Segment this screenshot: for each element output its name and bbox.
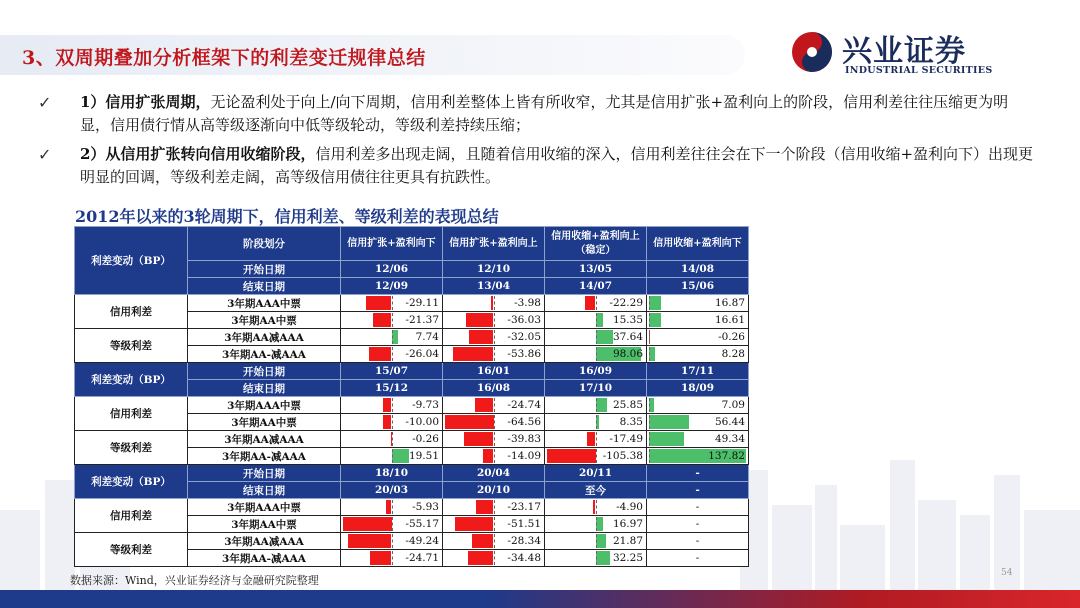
group-grade-spread: 等级利差: [75, 431, 188, 465]
value-cell: [647, 329, 749, 346]
zero-axis: [494, 500, 495, 514]
zero-axis: [494, 313, 495, 327]
value-cell: [545, 431, 647, 448]
positive-bar: [596, 517, 604, 531]
corner-header: 利差变动（BP）: [75, 227, 188, 295]
value-text: -4.90: [616, 501, 643, 513]
data-source-note: 数据来源：Wind，兴业证券经济与金融研究院整理: [70, 574, 319, 587]
value-text: -10.00: [405, 416, 439, 428]
value-cell: [545, 499, 647, 516]
value-text: -17.49: [609, 433, 643, 445]
end-date: 15/12: [341, 380, 443, 397]
value-cell: [545, 397, 647, 414]
end-date: 14/07: [545, 278, 647, 295]
value-cell: [545, 329, 647, 346]
row-label: 3年期AA-减AAA: [188, 346, 341, 363]
zero-axis: [494, 432, 495, 446]
negative-bar: [547, 449, 596, 463]
positive-bar: [596, 330, 613, 344]
value-cell: [341, 516, 443, 533]
end-date: 20/03: [341, 482, 443, 499]
zero-axis: [392, 296, 393, 310]
value-text: 32.25: [612, 552, 643, 564]
positive-bar: [392, 330, 399, 344]
zero-axis: [596, 313, 597, 327]
group-credit-spread: 信用利差: [75, 295, 188, 329]
value-cell: [443, 329, 545, 346]
end-date-label: 结束日期: [188, 482, 341, 499]
end-date-label: 结束日期: [188, 380, 341, 397]
zero-axis: [596, 347, 597, 361]
value-text: -14.09: [507, 450, 541, 462]
zero-axis: [649, 313, 650, 327]
row-label: 3年期AA减AAA: [188, 533, 341, 550]
value-text: 56.44: [714, 416, 745, 428]
value-text: -32.05: [507, 331, 541, 343]
value-text: 16.61: [714, 314, 745, 326]
table-grid: [74, 226, 749, 567]
value-cell: [647, 533, 749, 550]
value-cell: [341, 533, 443, 550]
negative-bar: [453, 347, 493, 361]
value-text: 98.06: [612, 348, 643, 360]
start-date-label: 开始日期: [188, 465, 341, 482]
zero-axis: [596, 517, 597, 531]
positive-bar: [596, 313, 603, 327]
zero-axis: [494, 296, 495, 310]
row-label: 3年期AA-减AAA: [188, 550, 341, 567]
zero-axis: [596, 534, 597, 548]
group-grade-spread: 等级利差: [75, 329, 188, 363]
zero-axis: [494, 551, 495, 565]
start-date: 20/04: [443, 465, 545, 482]
value-text: -28.34: [507, 535, 541, 547]
zero-axis: [596, 500, 597, 514]
value-cell: [545, 533, 647, 550]
zero-axis: [494, 398, 495, 412]
zero-axis: [392, 534, 393, 548]
value-text: -: [695, 535, 700, 547]
group-credit-spread: 信用利差: [75, 499, 188, 533]
positive-bar: [649, 313, 661, 327]
value-cell: [443, 448, 545, 465]
spread-summary-table: [74, 226, 748, 567]
value-cell: [443, 533, 545, 550]
negative-bar: [373, 313, 392, 327]
row-label: 3年期AAA中票: [188, 295, 341, 312]
value-text: -55.17: [405, 518, 439, 530]
end-date: -: [647, 482, 749, 499]
stage-header: 信用扩张+盈利向下: [341, 227, 443, 261]
value-cell: [341, 550, 443, 567]
zero-axis: [494, 330, 495, 344]
bullet-text: 无论盈利处于向上/向下周期，信用利差整体上皆有所收窄，尤其是信用扩张+盈利向上的阶段，信用利差往往压缩更为明显，信用债行情从高等级逐渐向中低等级轮动，等级利差持续压缩；: [80, 93, 1009, 134]
value-cell: [341, 329, 443, 346]
end-date-label: 结束日期: [188, 278, 341, 295]
negative-bar: [370, 551, 392, 565]
start-date: 12/10: [443, 261, 545, 278]
zero-axis: [596, 330, 597, 344]
value-text: -51.51: [507, 518, 541, 530]
zero-axis: [494, 534, 495, 548]
value-cell: [647, 550, 749, 567]
bullet-1: [38, 91, 1038, 137]
value-text: 15.35: [612, 314, 643, 326]
zero-axis: [649, 347, 650, 361]
value-cell: [341, 312, 443, 329]
value-cell: [647, 414, 749, 431]
start-date-label: 开始日期: [188, 363, 341, 380]
row-label: 3年期AAA中票: [188, 397, 341, 414]
value-text: 137.82: [708, 450, 745, 462]
zero-axis: [596, 551, 597, 565]
stage-header: 信用扩张+盈利向上: [443, 227, 545, 261]
value-text: 37.64: [612, 331, 643, 343]
value-text: -: [695, 552, 700, 564]
value-text: -0.26: [718, 331, 745, 343]
value-text: 16.97: [612, 518, 643, 530]
value-text: -22.29: [609, 297, 643, 309]
zero-axis: [392, 551, 393, 565]
value-cell: [443, 550, 545, 567]
value-text: 8.35: [619, 416, 643, 428]
row-label: 3年期AAA中票: [188, 499, 341, 516]
value-cell: [545, 550, 647, 567]
value-cell: [545, 414, 647, 431]
row-label: 3年期AA中票: [188, 414, 341, 431]
bullet-heading: 2）从信用扩张转向信用收缩阶段，: [80, 145, 316, 163]
negative-bar: [468, 551, 494, 565]
value-text: -39.83: [507, 433, 541, 445]
value-cell: [443, 295, 545, 312]
bullet-2: [38, 143, 1038, 189]
value-cell: [341, 414, 443, 431]
negative-bar: [464, 432, 494, 446]
negative-bar: [476, 500, 493, 514]
zero-axis: [494, 347, 495, 361]
positive-bar: [596, 398, 608, 412]
negative-bar: [383, 415, 392, 429]
company-logo-icon: [792, 32, 832, 72]
zero-axis: [392, 347, 393, 361]
zero-axis: [596, 449, 597, 463]
zero-axis: [649, 415, 650, 429]
zero-axis: [494, 415, 495, 429]
value-text: -5.93: [412, 501, 439, 513]
zero-axis: [649, 398, 650, 412]
corner-header: 利差变动（BP）: [75, 465, 188, 499]
row-label: 3年期AA减AAA: [188, 329, 341, 346]
checkmark-icon: ✓: [38, 145, 52, 164]
value-text: -26.04: [405, 348, 439, 360]
start-date: 15/07: [341, 363, 443, 380]
value-cell: [443, 312, 545, 329]
zero-axis: [392, 398, 393, 412]
value-cell: [545, 346, 647, 363]
value-cell: [443, 516, 545, 533]
positive-bar: [392, 449, 409, 463]
value-text: 7.74: [415, 331, 439, 343]
zero-axis: [392, 500, 393, 514]
zero-axis: [649, 432, 650, 446]
value-text: -9.73: [412, 399, 439, 411]
value-text: -: [695, 501, 700, 513]
value-text: 21.87: [612, 535, 643, 547]
value-text: -34.48: [507, 552, 541, 564]
start-date: 12/06: [341, 261, 443, 278]
value-text: 25.85: [612, 399, 643, 411]
logo-english-name: INDUSTRIAL SECURITIES: [845, 65, 993, 76]
start-date: 17/11: [647, 363, 749, 380]
negative-bar: [445, 415, 494, 429]
value-cell: [647, 295, 749, 312]
value-cell: [545, 448, 647, 465]
zero-axis: [596, 398, 597, 412]
value-cell: [647, 346, 749, 363]
end-date: 13/04: [443, 278, 545, 295]
table-title: 2012年以来的3轮周期下，信用利差、等级利差的表现总结: [75, 207, 499, 226]
positive-bar: [596, 534, 606, 548]
value-cell: [443, 431, 545, 448]
zero-axis: [494, 517, 495, 531]
end-date: 18/09: [647, 380, 749, 397]
negative-bar: [369, 347, 392, 361]
value-cell: [647, 499, 749, 516]
value-text: 19.51: [408, 450, 439, 462]
bullet-text: 信用利差多出现走阔，且随着信用收缩的深入，信用利差往往会在下一个阶段（信用收缩+盈利向下）出现更明显的回调，等级利差走阔，高等级信用债往往更具有抗跌性。: [80, 145, 1034, 186]
value-cell: [443, 499, 545, 516]
negative-bar: [472, 534, 493, 548]
value-cell: [341, 499, 443, 516]
footer-bar: [0, 590, 1080, 608]
negative-bar: [348, 534, 391, 548]
zero-axis: [392, 313, 393, 327]
start-date: 16/01: [443, 363, 545, 380]
page-number: 54: [1001, 568, 1013, 578]
zero-axis: [596, 432, 597, 446]
negative-bar: [366, 296, 392, 310]
value-text: -24.74: [507, 399, 541, 411]
zero-axis: [649, 449, 650, 463]
value-text: 8.28: [721, 348, 745, 360]
value-cell: [341, 397, 443, 414]
start-date: 13/05: [545, 261, 647, 278]
summary-bullets: [38, 91, 1038, 195]
value-cell: [443, 414, 545, 431]
value-cell: [341, 295, 443, 312]
positive-bar: [596, 551, 611, 565]
positive-bar: [649, 432, 684, 446]
value-text: -0.26: [412, 433, 439, 445]
value-text: -23.17: [507, 501, 541, 513]
row-label: 3年期AA中票: [188, 312, 341, 329]
end-date: 16/08: [443, 380, 545, 397]
value-cell: [443, 397, 545, 414]
zero-axis: [649, 296, 650, 310]
value-cell: [647, 516, 749, 533]
end-date: 20/10: [443, 482, 545, 499]
negative-bar: [343, 517, 392, 531]
negative-bar: [585, 296, 595, 310]
positive-bar: [649, 415, 689, 429]
zero-axis: [392, 449, 393, 463]
value-text: -24.71: [405, 552, 439, 564]
start-date-label: 开始日期: [188, 261, 341, 278]
zero-axis: [649, 330, 650, 344]
logo-name: 兴业证券: [842, 34, 966, 69]
negative-bar: [466, 313, 493, 327]
zero-axis: [392, 415, 393, 429]
value-cell: [647, 448, 749, 465]
negative-bar: [483, 449, 494, 463]
value-text: 7.09: [721, 399, 745, 411]
value-cell: [341, 431, 443, 448]
value-cell: [443, 346, 545, 363]
value-text: -21.37: [405, 314, 439, 326]
zero-axis: [596, 415, 597, 429]
end-date: 15/06: [647, 278, 749, 295]
zero-axis: [392, 330, 393, 344]
page-title: 3、双周期叠加分析框架下的利差变迁规律总结: [22, 47, 426, 69]
value-cell: [545, 516, 647, 533]
start-date: 16/09: [545, 363, 647, 380]
stage-header: 信用收缩+盈利向上（稳定）: [545, 227, 647, 261]
start-date: 14/08: [647, 261, 749, 278]
row-label: 3年期AA减AAA: [188, 431, 341, 448]
value-cell: [647, 312, 749, 329]
value-cell: [647, 397, 749, 414]
group-grade-spread: 等级利差: [75, 533, 188, 567]
value-text: -36.03: [507, 314, 541, 326]
start-date: 18/10: [341, 465, 443, 482]
negative-bar: [383, 398, 392, 412]
end-date: 至今: [545, 482, 647, 499]
zero-axis: [494, 449, 495, 463]
value-text: -105.38: [602, 450, 643, 462]
zero-axis: [392, 517, 393, 531]
value-text: -29.11: [405, 297, 439, 309]
corner-header: 利差变动（BP）: [75, 363, 188, 397]
positive-bar: [649, 296, 661, 310]
start-date: 20/11: [545, 465, 647, 482]
value-cell: [341, 448, 443, 465]
value-text: 49.34: [714, 433, 745, 445]
start-date: -: [647, 465, 749, 482]
negative-bar: [455, 517, 494, 531]
value-text: -3.98: [514, 297, 541, 309]
value-text: -49.24: [405, 535, 439, 547]
negative-bar: [469, 330, 493, 344]
end-date: 12/09: [341, 278, 443, 295]
value-text: -: [695, 518, 700, 530]
value-cell: [647, 431, 749, 448]
end-date: 17/10: [545, 380, 647, 397]
bullet-heading: 1）信用扩张周期，: [80, 93, 211, 111]
value-text: -53.86: [507, 348, 541, 360]
checkmark-icon: ✓: [38, 93, 52, 112]
zero-axis: [596, 296, 597, 310]
negative-bar: [587, 432, 595, 446]
value-cell: [545, 295, 647, 312]
stage-header: 信用收缩+盈利向下: [647, 227, 749, 261]
group-credit-spread: 信用利差: [75, 397, 188, 431]
row-label: 3年期AA-减AAA: [188, 448, 341, 465]
value-cell: [545, 312, 647, 329]
value-text: 16.87: [714, 297, 745, 309]
stage-label: 阶段划分: [188, 227, 341, 261]
zero-axis: [392, 432, 393, 446]
negative-bar: [475, 398, 494, 412]
row-label: 3年期AA中票: [188, 516, 341, 533]
value-cell: [341, 346, 443, 363]
value-text: -64.56: [507, 416, 541, 428]
